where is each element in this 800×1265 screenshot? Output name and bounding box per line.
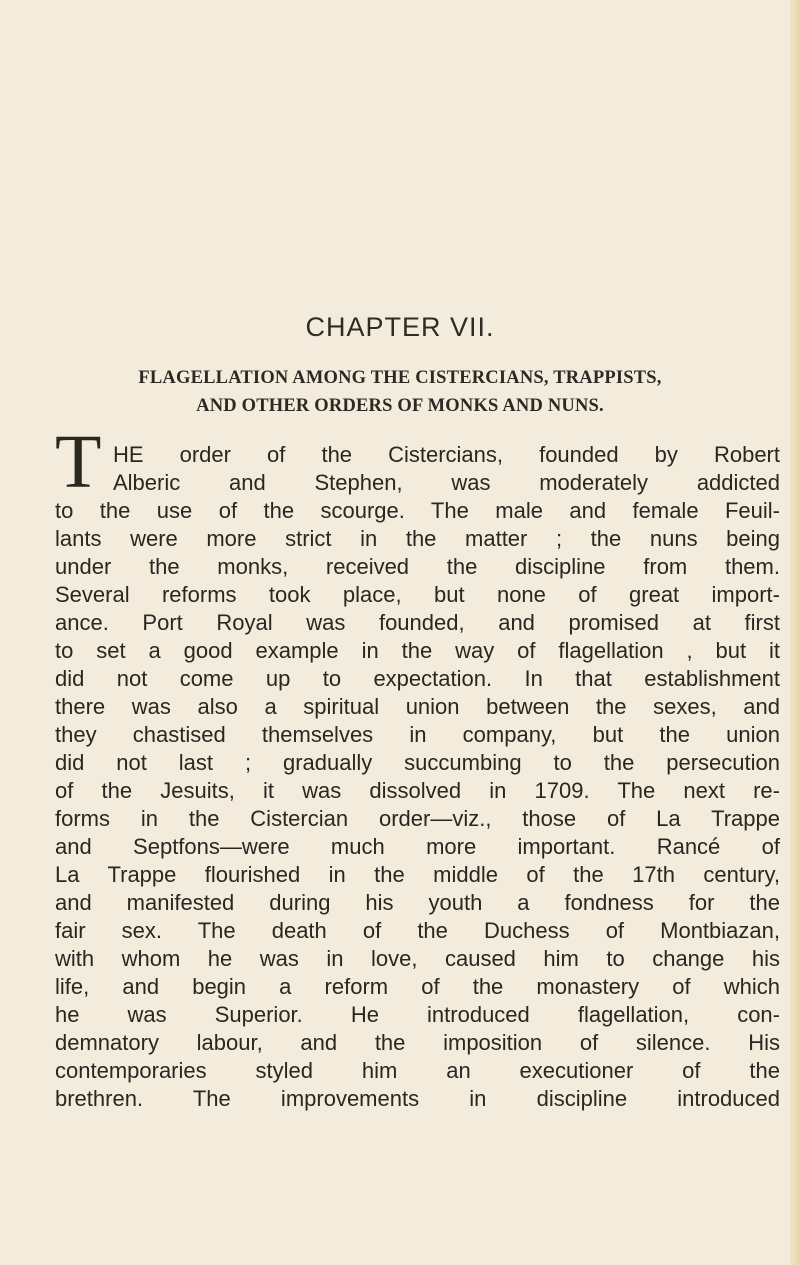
text-line: demnatory labour, and the imposition of silence. His <box>55 1030 780 1055</box>
text-line: life, and begin a reform of the monastery of which <box>55 974 780 999</box>
text-line: to the use of the scourge. The male and female Feuil- <box>55 498 780 523</box>
text-line: brethren. The improvements in discipline introduced <box>55 1086 780 1111</box>
text-line: HE order of the Cistercians, founded by Robert <box>113 442 780 467</box>
text-line: and Septfons—were much more important. Rancé of <box>55 834 780 859</box>
chapter-subtitle-line-1: FLAGELLATION AMONG THE CISTERCIANS, TRAPPISTS, <box>138 368 662 388</box>
text-line: they chastised themselves in company, but the union <box>55 722 780 747</box>
text-line: did not come up to expectation. In that establishment <box>55 666 780 691</box>
text-line: and manifested during his youth a fondness for the <box>55 890 780 915</box>
text-line: Several reforms took place, but none of great import- <box>55 582 780 607</box>
text-line: forms in the Cistercian order—viz., those of La Trappe <box>55 806 780 831</box>
text-line: ance. Port Royal was founded, and promised at first <box>55 610 780 635</box>
page-edge <box>790 0 800 1265</box>
text-line: contemporaries styled him an executioner of the <box>55 1058 780 1083</box>
drop-cap: T <box>55 420 102 504</box>
chapter-title: CHAPTER VII. <box>305 312 495 342</box>
text-line: there was also a spiritual union between the sexes, and <box>55 694 780 719</box>
text-line: he was Superior. He introduced flagellation, con- <box>55 1002 780 1027</box>
chapter-subtitle-line-2: AND OTHER ORDERS OF MONKS AND NUNS. <box>196 396 604 416</box>
text-line: La Trappe flourished in the middle of the 17th century, <box>55 862 780 887</box>
text-line: under the monks, received the discipline from them. <box>55 554 780 579</box>
text-line: did not last ; gradually succumbing to the persecution <box>55 750 780 775</box>
text-line: with whom he was in love, caused him to change his <box>55 946 780 971</box>
text-line: of the Jesuits, it was dissolved in 1709. The next re- <box>55 778 780 803</box>
text-line: lants were more strict in the matter ; the nuns being <box>55 526 780 551</box>
text-line: to set a good example in the way of flagellation , but it <box>55 638 780 663</box>
text-line: fair sex. The death of the Duchess of Montbiazan, <box>55 918 780 943</box>
text-line: Alberic and Stephen, was moderately addicted <box>113 470 780 495</box>
